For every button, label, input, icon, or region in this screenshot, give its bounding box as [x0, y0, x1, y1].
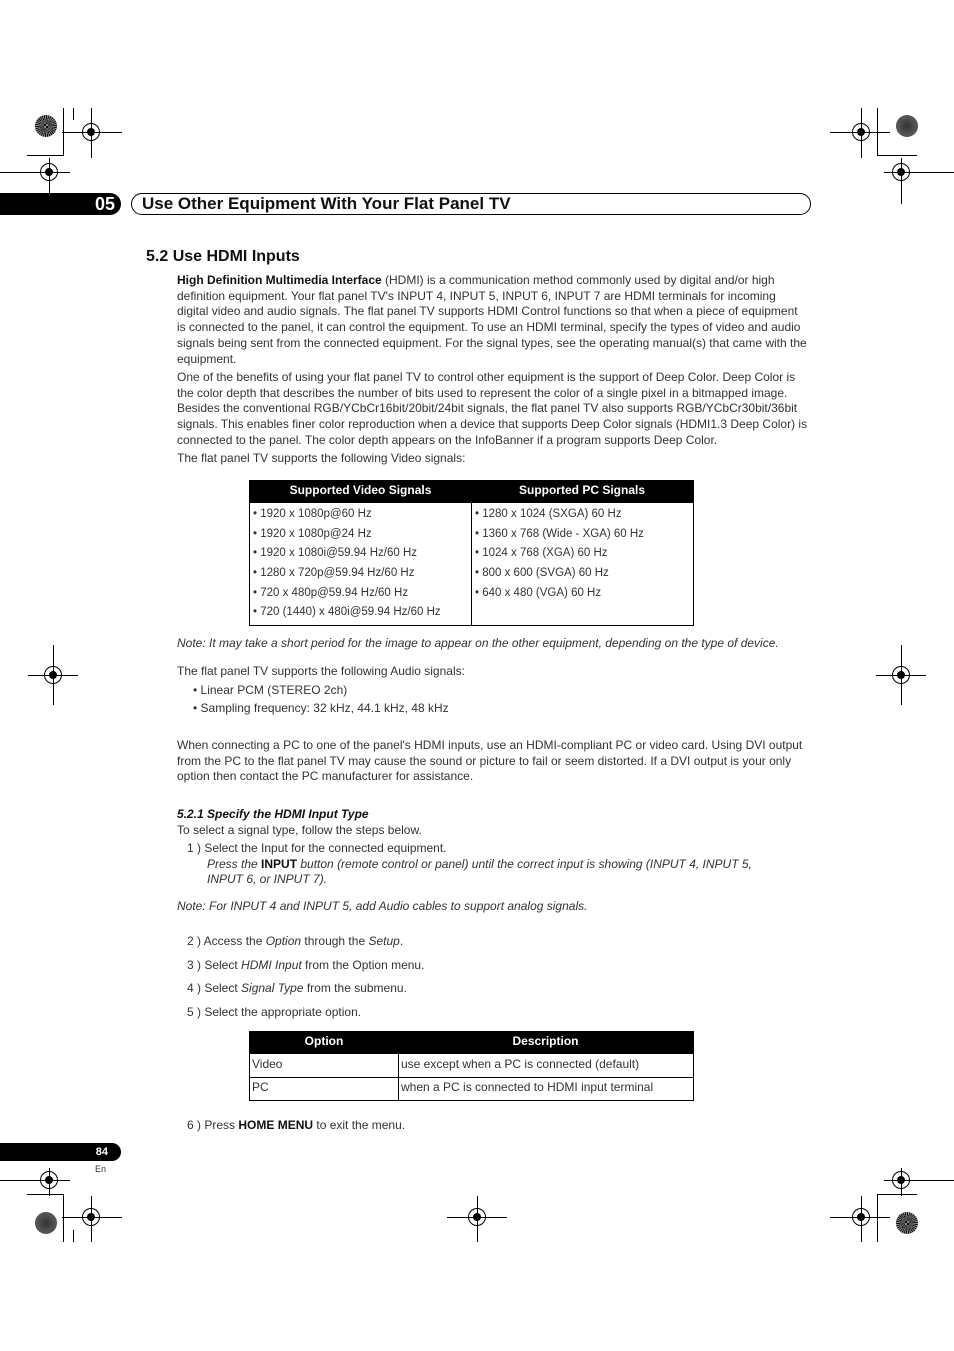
list-item: • 800 x 600 (SVGA) 60 Hz — [475, 567, 609, 580]
option-term: Option — [265, 934, 302, 948]
step-6-text: 6 ) Press — [187, 1118, 239, 1132]
description-header: Description — [512, 1034, 579, 1048]
intro-text: (HDMI) is a communication method commonly used by digital and/or high definition equipment. Your flat panel TV's INPUT 4, INPUT 5, INPUT 6, INPUT 7 are HDMI terminals for incoming digital video and audio signals. The flat panel TV supports HDMI Control functions so that when a piece of equipment is connected to the panel, it can control the equipment. To use an HDMI terminal, specify the types of video and audio signals being sent from the connected equipment. For the signal types, see the operating manual(s) that came with the equipment. — [177, 273, 807, 366]
step-1: 1 ) Select the Input for the connected equipment. — [187, 841, 447, 855]
step-1-pre: Press the — [207, 857, 262, 871]
step-5: 5 ) Select the appropriate option. — [187, 1005, 362, 1019]
section-title: 5.2 Use HDMI Inputs — [146, 248, 300, 265]
registration-mark — [852, 1208, 870, 1226]
list-item: • 720 (1440) x 480i@59.94 Hz/60 Hz — [253, 606, 441, 619]
step-2-text: 2 ) Access the — [187, 934, 266, 948]
registration-rosette — [35, 1212, 57, 1234]
registration-mark — [892, 666, 910, 684]
pc-signals-header: Supported PC Signals — [518, 483, 645, 497]
step-2-text: through the — [301, 934, 369, 948]
list-item: • 1920 x 1080i@59.94 Hz/60 Hz — [253, 547, 418, 560]
step-3-text: 3 ) Select — [187, 958, 242, 972]
step-1-line-2: INPUT 6, or INPUT 7). — [207, 872, 328, 886]
row-divider — [250, 1077, 693, 1078]
subsection-title: 5.2.1 Specify the HDMI Input Type — [177, 807, 369, 821]
steps-intro: To select a signal type, follow the steps below. — [177, 823, 422, 837]
home-menu-key: HOME MENU — [238, 1118, 314, 1132]
signal-type-term: Signal Type — [241, 981, 304, 995]
registration-mark — [82, 1208, 100, 1226]
step-4-text: from the submenu. — [303, 981, 407, 995]
setup-term: Setup — [368, 934, 400, 948]
table-cell-description: when a PC is connected to HDMI input terminal — [401, 1080, 654, 1094]
table-cell-option: Video — [252, 1057, 283, 1071]
page-number: 84 — [0, 1143, 121, 1161]
hdmi-input-term: HDMI Input — [241, 958, 302, 972]
registration-mark — [892, 1171, 910, 1189]
list-item: • 640 x 480 (VGA) 60 Hz — [475, 586, 602, 599]
step-1-post: button (remote control or panel) until the correct input is showing (INPUT 4, INPUT 5, — [297, 857, 752, 871]
registration-mark — [40, 163, 58, 181]
intro-paragraph — [177, 273, 809, 367]
video-signals-column — [253, 505, 441, 623]
page-language: En — [95, 1164, 107, 1174]
registration-rosette — [35, 115, 57, 137]
registration-mark — [82, 123, 100, 141]
step-1-detail — [207, 857, 752, 873]
step-4-text: 4 ) Select — [187, 981, 242, 995]
pc-connection-paragraph: When connecting a PC to one of the panel's HDMI inputs, use an HDMI-compliant PC or video card. Using DVI output from the PC to the flat panel TV may cause the sound or picture to fail or seem distorted. If a DVI output is your only option then contact the PC manufacturer for assistance. — [177, 738, 803, 784]
step-6-text: to exit the menu. — [313, 1118, 406, 1132]
registration-mark — [892, 163, 910, 181]
list-item: • 720 x 480p@59.94 Hz/60 Hz — [253, 586, 409, 599]
note-audio-cables: Note: For INPUT 4 and INPUT 5, add Audio cables to support analog signals. — [177, 899, 588, 913]
option-table-header — [250, 1032, 693, 1054]
list-item: • 1360 x 768 (Wide - XGA) 60 Hz — [475, 527, 644, 540]
registration-rosette — [896, 115, 918, 137]
list-item: • 1024 x 768 (XGA) 60 Hz — [475, 547, 608, 560]
step-2-text: . — [399, 934, 404, 948]
option-table — [249, 1031, 694, 1101]
step-6 — [187, 1118, 405, 1134]
video-signals-header: Supported Video Signals — [289, 483, 432, 497]
step-4 — [187, 981, 407, 997]
deep-color-paragraph: One of the benefits of using your flat panel TV to control other equipment is the support of Deep Color. Deep Color is the color depth that describes the number of bits used to represent the color of a single pixel in a bitmapped image. Besides the conventional RGB/YCbCr16bit/20bit/24bit signals, the flat panel TV also supports RGB/YCbCr30bit/36bit signals. This enables finer color reproduction when a device that supports Deep Color signals (HDMI1.3 Deep Color) is connected to the panel. The color depth appears on the InfoBanner if a program supports Deep Color. — [177, 370, 808, 447]
registration-mark — [852, 123, 870, 141]
list-item: • 1280 x 1024 (SXGA) 60 Hz — [475, 508, 622, 520]
signal-table-header — [250, 481, 693, 503]
note-device-delay: Note: It may take a short period for the image to appear on the other equipment, depending on the type of device. — [177, 636, 779, 650]
step-1-detail-2 — [207, 872, 327, 888]
video-intro: The flat panel TV supports the following Video signals: — [177, 451, 466, 465]
table-cell-option: PC — [252, 1080, 269, 1094]
signal-table — [249, 480, 694, 626]
registration-mark — [44, 666, 62, 684]
input-key: INPUT — [261, 857, 298, 871]
step-2 — [187, 934, 403, 950]
list-item: • 1920 x 1080p@24 Hz — [253, 527, 372, 540]
list-item: • 1280 x 720p@59.94 Hz/60 Hz — [253, 567, 415, 580]
option-header: Option — [304, 1034, 344, 1048]
registration-mark — [40, 1171, 58, 1189]
registration-mark — [468, 1208, 486, 1226]
intro-bold-term: High Definition Multimedia Interface — [177, 273, 382, 287]
audio-list — [193, 681, 449, 717]
chapter-number: 05 — [0, 193, 121, 215]
registration-rosette — [896, 1212, 918, 1234]
table-cell-description: use except when a PC is connected (default) — [401, 1057, 640, 1071]
step-3 — [187, 958, 424, 974]
list-item: • Linear PCM (STEREO 2ch) — [193, 683, 348, 697]
column-divider — [471, 503, 472, 625]
pc-signals-column — [475, 505, 644, 603]
chapter-title: Use Other Equipment With Your Flat Panel TV — [131, 193, 811, 215]
list-item: • 1920 x 1080p@60 Hz — [253, 508, 372, 520]
list-item: • Sampling frequency: 32 kHz, 44.1 kHz, 48 kHz — [193, 701, 449, 715]
step-3-text: from the Option menu. — [301, 958, 425, 972]
audio-intro: The flat panel TV supports the following Audio signals: — [177, 664, 465, 678]
